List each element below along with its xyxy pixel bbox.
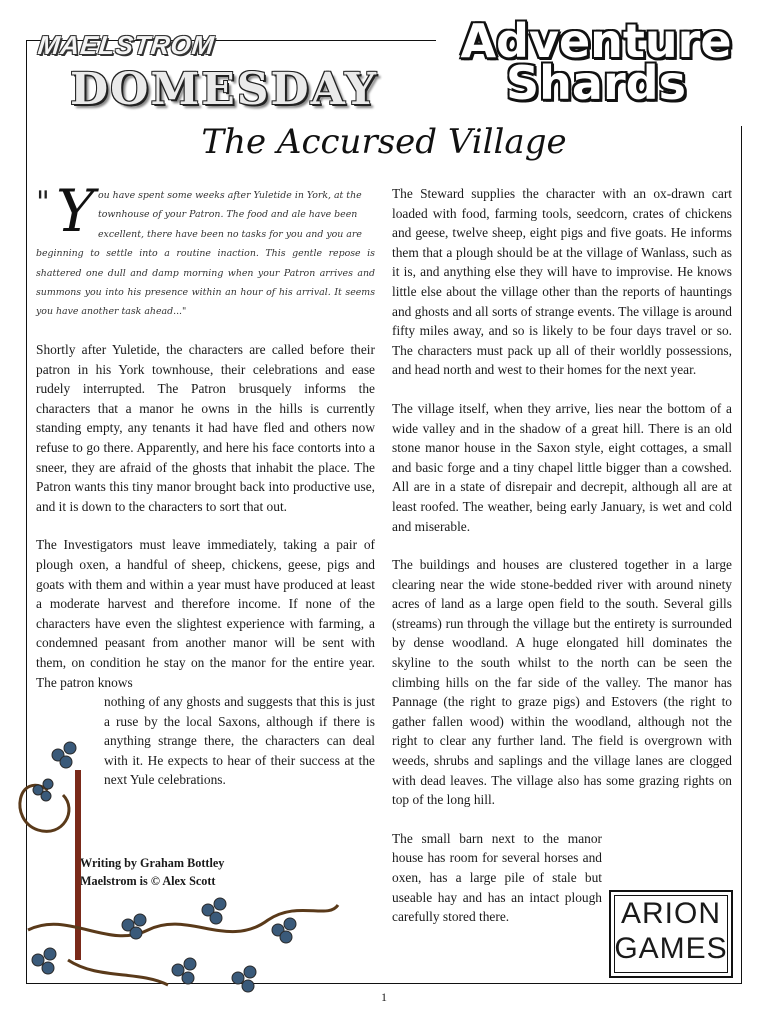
page-number: 1 bbox=[381, 990, 387, 1004]
logo-inner-border bbox=[614, 895, 728, 973]
arion-games-logo bbox=[609, 890, 733, 978]
logo-arion-text: ARION bbox=[620, 897, 721, 930]
intro-line-3: excellent, there have been no tasks for you and you are bbox=[98, 228, 362, 240]
logo-maelstrom-text: MAELSTROM bbox=[36, 30, 217, 60]
adventure-shards-logo bbox=[436, 16, 756, 126]
page-title: The Accursed Village bbox=[201, 122, 567, 162]
paragraph: The Steward supplies the character with an ox-drawn cart loaded with food, farming tools, seedcorn, crates of chickens and geese, twelve sheep, eight pigs and five goats. He informs them that a plough should be at the village of Wanlass, such as it is, and anything else they will have to improvise. He knows little else about the village other than the reports of hauntings and ghosts and all sorts of strange events. The village is around fifty miles away, and so is likely to be four days travel or so. The characters must pack up all of their worldly possessions, and head north and west to their homes for the next year. bbox=[392, 186, 732, 378]
intro-line-1: ou have spent some weeks after Yuletide in York, at the bbox=[98, 190, 362, 201]
paragraph: The village itself, when they arrive, lies near the bottom of a wide valley and in the shadow of a great hill. There is an old stone manor house in the Saxon style, eight cottages, a small and basic forge and a tiny chapel little bigger than a cowshed. All are in a state of disrepair and decrepit, although all are at least roofed. The weather, being early January, is wet and cold and miserable. bbox=[392, 400, 732, 534]
logo-games-text: GAMES bbox=[614, 932, 728, 965]
decorative-vine-icon bbox=[8, 730, 348, 1020]
logo-domesday-text: DOMESDAY bbox=[70, 64, 379, 115]
quote-mark: " bbox=[36, 185, 50, 220]
paragraph: The small barn next to the manor house has room for several horses and oxen, has a large pile of stale but useable hay and has an intact plough carefully stored there. bbox=[392, 830, 602, 925]
maelstrom-domesday-logo bbox=[30, 26, 379, 116]
right-column bbox=[392, 184, 732, 946]
paragraph: The buildings and houses are clustered together in a large clearing near the wide stone-bedded river with around ninety acres of land as a large open field to the south. Several gills (streams) run through the village but the entirety is surrounded by dense woodland. A huge elongated hill dominates the skyline to the south whilst to the north can be seen the climbing hills on the far side of the valley. The manor has Pannage (the right to graze pigs) and Estovers (the right to gather fallen wood) within the woodland, although not the right to clear any further land. The field is overgrown with weeds, shrubs and saplings and the village lanes are clogged with dead leaves. The village also has some grazing rights on top of the long hill. bbox=[392, 557, 732, 808]
logo-adventure-text: Adventure bbox=[460, 14, 732, 68]
logo-shards-text: Shards bbox=[506, 56, 686, 110]
intro-line-4: beginning to settle into a routine inaction. This gentle repose is shattered one dull and damp morning when your Patron arrives and summons you into his presence within an hour of his arrival. It seems you have another task ahead..." bbox=[36, 248, 375, 318]
paragraph: Shortly after Yuletide, the characters are called before their patron in his York townhouse, their celebrations and ease rudely interrupted. The Patron brusquely informs the characters that a manor he owns in the hills is currently standing empty, any tenants it had have fled and others now refuse to go there. Apparently, and here his face contorts into a sneer, they are afraid of the ghosts that inhabit the place. The Patron wants this tiny manor brought back into productive use, and it is down to the characters to sort that out. bbox=[36, 342, 375, 514]
credit-copyright: Maelstrom is © Alex Scott bbox=[80, 874, 216, 888]
drop-cap: Y bbox=[56, 177, 95, 245]
intro-quote bbox=[36, 177, 375, 326]
paragraph: The Investigators must leave immediately, taking a pair of plough oxen, a handful of sheep, chickens, geese, pigs and goats with them and within a year must have produced at least a moderate harvest and therefore income. If none of the characters have even the slightest experience with farming, a condemned peasant from another manor will be sent with them, on condition he stay on the manor for the entire year. The patron knows bbox=[36, 537, 375, 690]
paragraph-continued: nothing of any ghosts and suggests that this is just a ruse by the local Saxons, although if there is anything strange there, the characters can deal with it. He expects to hear of their success at the next Yule celebrations. bbox=[104, 694, 375, 788]
intro-line-2: townhouse of your Patron. The food and ale have been bbox=[98, 209, 358, 221]
credit-writer: Writing by Graham Bottley bbox=[80, 856, 225, 870]
